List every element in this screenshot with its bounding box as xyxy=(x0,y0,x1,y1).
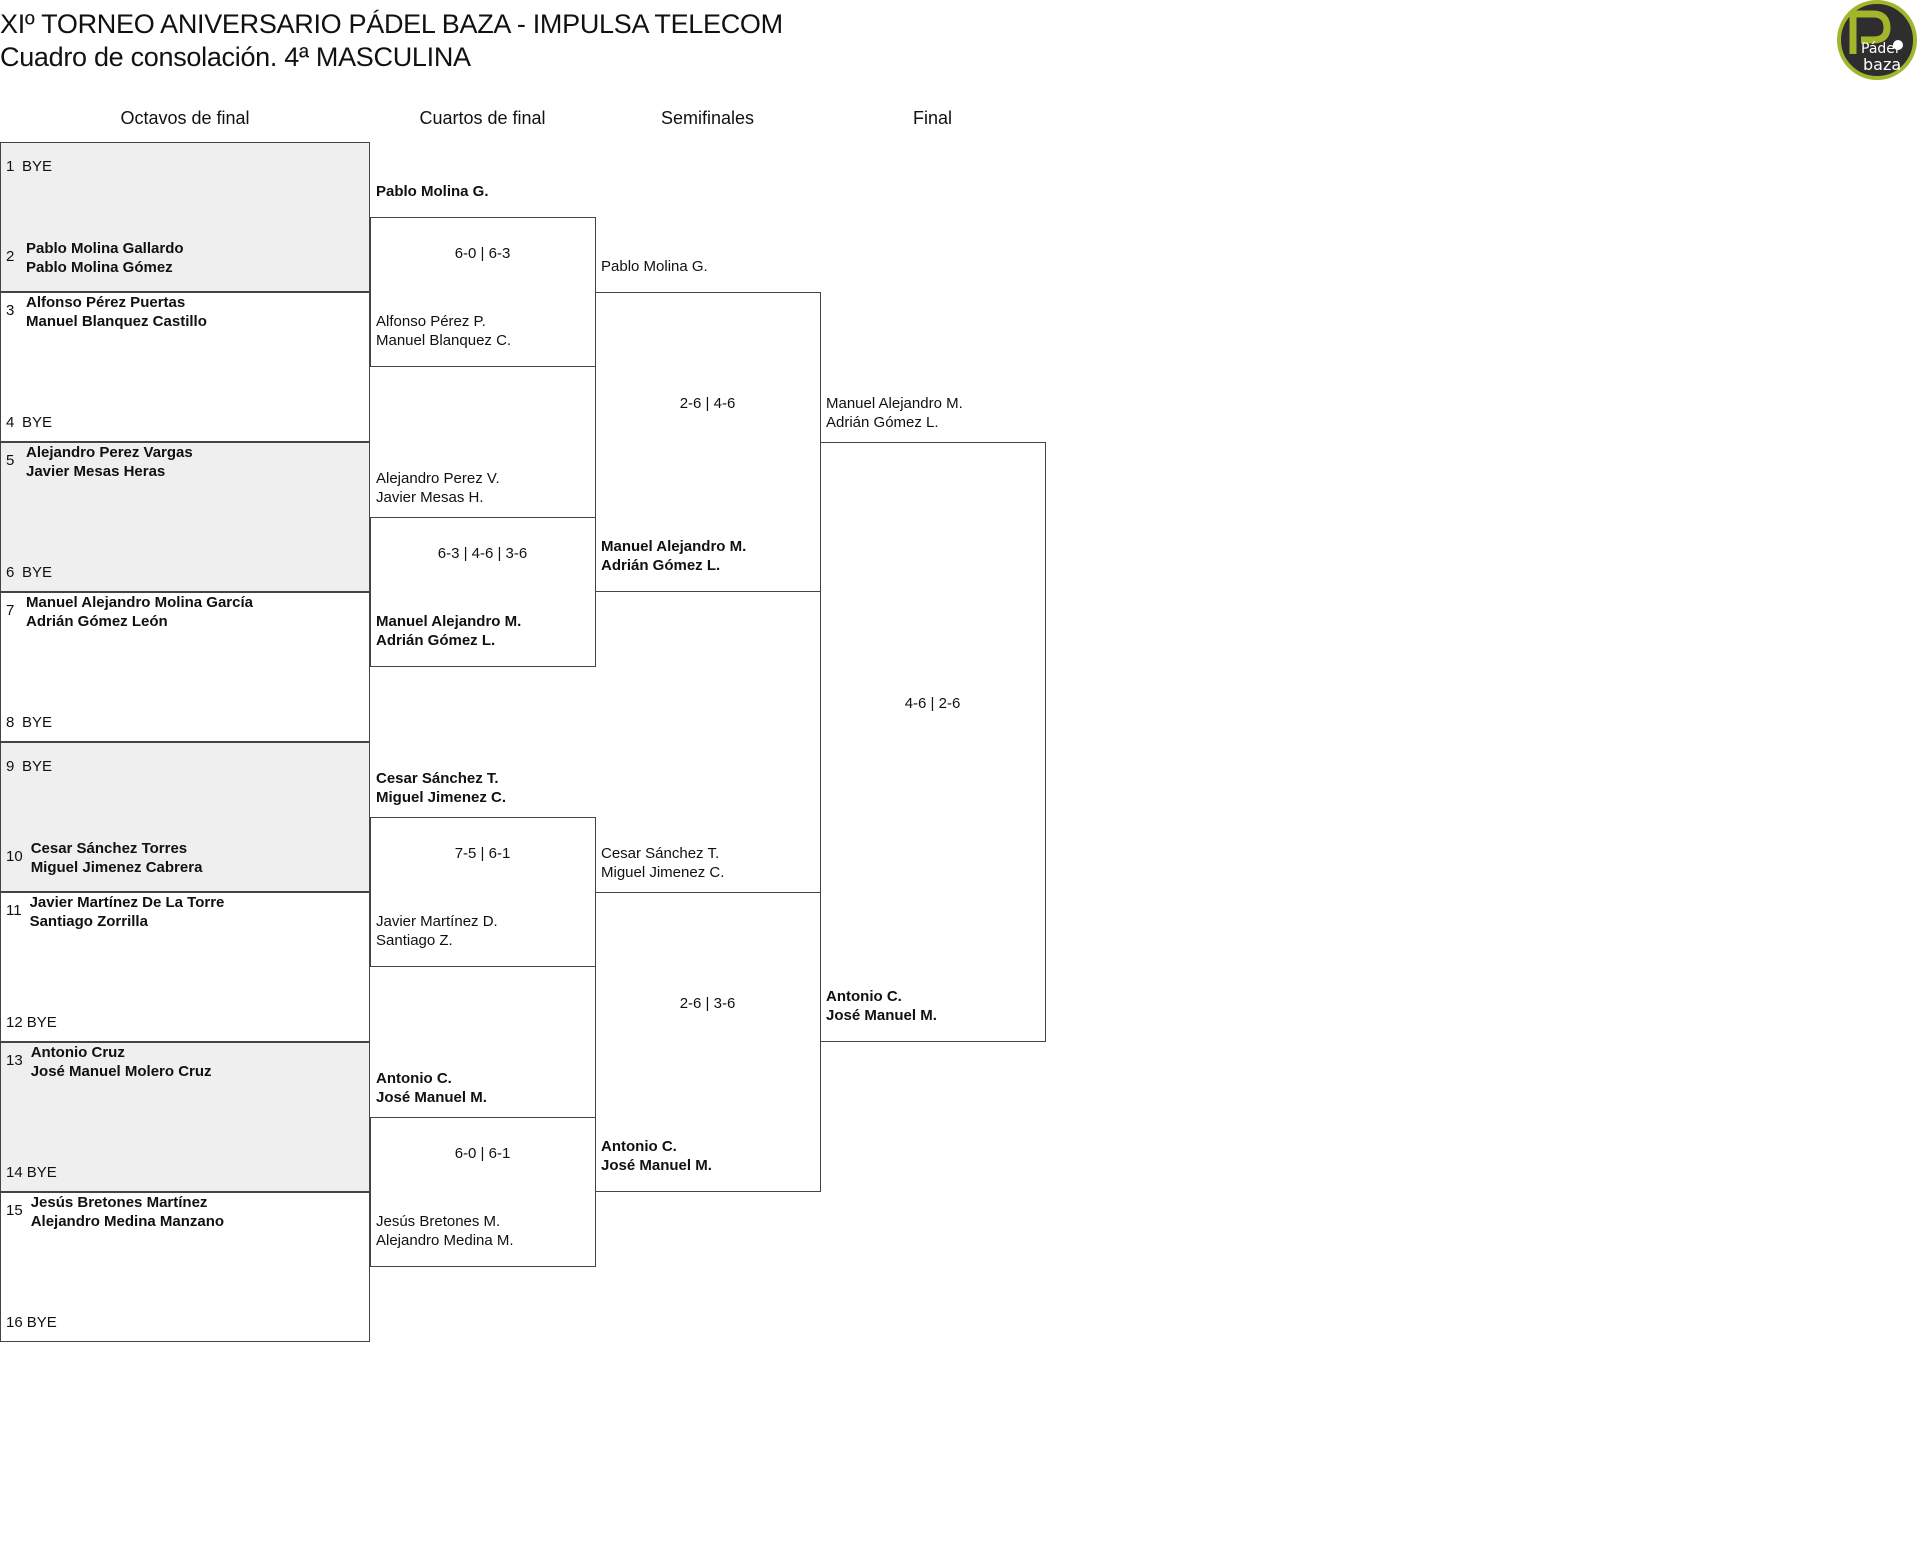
semifinal-bottom-pair-line1: Antonio C. xyxy=(601,1138,677,1155)
seed-player-2: Javier Mesas Heras xyxy=(26,463,166,480)
cuartos-bottom-pair-line2: Adrián Gómez L. xyxy=(376,632,496,649)
seed-pair xyxy=(26,293,207,331)
seed-number: 14 xyxy=(6,1164,23,1181)
bye-label: BYE xyxy=(26,1014,57,1031)
seed-number: 1 xyxy=(6,158,15,175)
cuartos-bottom-pair xyxy=(376,912,498,950)
final-bottom-pair xyxy=(826,987,937,1025)
seed-player-1: Cesar Sánchez Torres xyxy=(30,840,188,857)
cuartos-score: 6-3 | 4-6 | 3-6 xyxy=(437,545,528,562)
page-header xyxy=(0,8,783,74)
cuartos-bottom-pair xyxy=(376,312,511,350)
seed-number: 11 xyxy=(6,902,22,919)
final-bottom-pair-line2: José Manuel M. xyxy=(826,1007,937,1024)
seed-number: 6 xyxy=(6,564,15,581)
seed-pair xyxy=(31,1193,224,1231)
seed-number: 16 xyxy=(6,1314,23,1331)
final-top-pair-line2: Adrián Gómez L. xyxy=(826,414,939,431)
seed-player-2: Adrián Gómez León xyxy=(26,613,168,630)
semifinal-top-pair xyxy=(601,257,708,276)
cuartos-bottom-pair xyxy=(376,612,521,650)
seed-player-1: Antonio Cruz xyxy=(30,1044,125,1061)
cuartos-bottom-pair-line1: Alfonso Pérez P. xyxy=(376,313,486,330)
logo-text-bottom: baza xyxy=(1863,55,1902,74)
seed-number: 7 xyxy=(6,602,15,619)
final-match xyxy=(820,442,1046,1042)
semifinal-bottom-pair xyxy=(601,1137,712,1175)
seed-player-1: Javier Martínez De La Torre xyxy=(29,894,225,911)
seed-entry xyxy=(6,414,52,431)
seed-player-2: José Manuel Molero Cruz xyxy=(30,1063,212,1080)
seed-entry xyxy=(6,1014,57,1031)
cuartos-top-pair xyxy=(376,182,489,201)
seed-player-2: Alejandro Medina Manzano xyxy=(30,1213,225,1230)
semifinal-top-pair xyxy=(601,844,724,882)
padel-baza-logo xyxy=(1837,0,1917,80)
cuartos-top-pair-line2: José Manuel M. xyxy=(376,1089,487,1106)
seed-entry xyxy=(6,758,52,775)
page-subtitle: Cuadro de consolación. 4ª MASCULINA xyxy=(0,42,471,72)
seed-number: 9 xyxy=(6,758,15,775)
semifinal-bottom-pair-line2: José Manuel M. xyxy=(601,1157,712,1174)
cuartos-score: 6-0 | 6-1 xyxy=(454,1145,511,1162)
semifinal-bottom-pair xyxy=(601,537,746,575)
seed-player-2: Pablo Molina Gómez xyxy=(26,259,173,276)
seed-entry xyxy=(6,294,207,331)
seed-entry xyxy=(6,714,52,731)
seed-pair xyxy=(26,593,253,631)
bye-label: BYE xyxy=(26,1314,57,1331)
seed-player-1: Pablo Molina Gallardo xyxy=(26,240,184,257)
seed-pair xyxy=(26,239,184,277)
seed-player-1: Alejandro Perez Vargas xyxy=(26,444,193,461)
cuartos-top-pair-line2: Javier Mesas H. xyxy=(376,489,484,506)
bye-label: BYE xyxy=(22,158,53,175)
logo-text-top: Pádel xyxy=(1861,41,1899,57)
semifinal-score: 2-6 | 4-6 xyxy=(679,395,736,412)
seed-number: 3 xyxy=(6,302,15,319)
seed-number: 5 xyxy=(6,452,15,469)
bye-label: BYE xyxy=(22,414,53,431)
seed-player-2: Miguel Jimenez Cabrera xyxy=(30,859,203,876)
seed-player-1: Jesús Bretones Martínez xyxy=(30,1194,208,1211)
seed-pair xyxy=(30,893,225,931)
cuartos-bottom-pair xyxy=(376,1212,514,1250)
cuartos-score: 7-5 | 6-1 xyxy=(454,845,511,862)
final-top-pair-line1: Manuel Alejandro M. xyxy=(826,395,963,412)
round-label-semifinales: Semifinales xyxy=(660,108,755,128)
round-label-cuartos: Cuartos de final xyxy=(419,108,546,128)
seed-number: 4 xyxy=(6,414,15,431)
cuartos-top-pair-line1: Cesar Sánchez T. xyxy=(376,770,499,787)
seed-entry xyxy=(6,1164,57,1181)
semifinal-top-pair-line1: Cesar Sánchez T. xyxy=(601,845,720,862)
cuartos-bottom-pair-line1: Javier Martínez D. xyxy=(376,913,498,930)
round-label-octavos: Octavos de final xyxy=(120,108,250,128)
cuartos-top-pair-line1: Alejandro Perez V. xyxy=(376,470,500,487)
cuartos-top-pair xyxy=(376,469,500,507)
seed-number: 8 xyxy=(6,714,15,731)
seed-entry xyxy=(6,1194,225,1231)
seed-entry xyxy=(6,1044,212,1081)
cuartos-top-pair-line1: Antonio C. xyxy=(376,1070,452,1087)
bye-label: BYE xyxy=(22,758,53,775)
semifinal-top-pair-line1: Pablo Molina G. xyxy=(601,258,708,275)
semifinal-bottom-pair-line1: Manuel Alejandro M. xyxy=(601,538,747,555)
cuartos-bottom-pair-line1: Manuel Alejandro M. xyxy=(376,613,522,630)
seed-player-2: Manuel Blanquez Castillo xyxy=(26,313,207,330)
bye-label: BYE xyxy=(26,1164,57,1181)
cuartos-top-pair xyxy=(376,769,506,807)
seed-player-2: Santiago Zorrilla xyxy=(29,913,148,930)
seed-entry xyxy=(6,240,184,277)
page-title: XIº TORNEO ANIVERSARIO PÁDEL BAZA - IMPULSA TELECOM xyxy=(0,9,783,39)
seed-player-1: Alfonso Pérez Puertas xyxy=(26,294,186,311)
seed-entry xyxy=(6,158,52,175)
semifinal-top-pair-line2: Miguel Jimenez C. xyxy=(601,864,725,881)
cuartos-bottom-pair-line1: Jesús Bretones M. xyxy=(376,1213,501,1230)
bye-label: BYE xyxy=(22,564,53,581)
semifinal-score: 2-6 | 3-6 xyxy=(679,995,736,1012)
seed-pair xyxy=(31,1043,212,1081)
seed-pair xyxy=(31,839,203,877)
seed-number: 2 xyxy=(6,248,15,265)
round-label-final: Final xyxy=(912,108,952,128)
final-bottom-pair-line1: Antonio C. xyxy=(826,988,902,1005)
seed-number: 15 xyxy=(6,1202,23,1219)
final-top-pair xyxy=(826,394,963,432)
seed-number: 12 xyxy=(6,1014,23,1031)
cuartos-bottom-pair-line2: Manuel Blanquez C. xyxy=(376,332,512,349)
final-score: 4-6 | 2-6 xyxy=(904,695,961,712)
seed-entry xyxy=(6,840,203,877)
seed-pair xyxy=(26,443,193,481)
cuartos-top-pair-line2: Miguel Jimenez C. xyxy=(376,789,507,806)
seed-number: 13 xyxy=(6,1052,23,1069)
bye-label: BYE xyxy=(22,714,53,731)
seed-number: 10 xyxy=(6,848,23,865)
cuartos-bottom-pair-line2: Santiago Z. xyxy=(376,932,453,949)
seed-entry xyxy=(6,444,193,481)
seed-player-1: Manuel Alejandro Molina García xyxy=(26,594,253,611)
cuartos-top-pair-line1: Pablo Molina G. xyxy=(376,183,489,200)
semifinal-bottom-pair-line2: Adrián Gómez L. xyxy=(601,557,721,574)
cuartos-bottom-pair-line2: Alejandro Medina M. xyxy=(376,1232,514,1249)
seed-entry xyxy=(6,564,52,581)
cuartos-top-pair xyxy=(376,1069,487,1107)
seed-entry xyxy=(6,594,253,631)
seed-entry xyxy=(6,1314,57,1331)
seed-entry xyxy=(6,894,225,931)
cuartos-score: 6-0 | 6-3 xyxy=(454,245,511,262)
